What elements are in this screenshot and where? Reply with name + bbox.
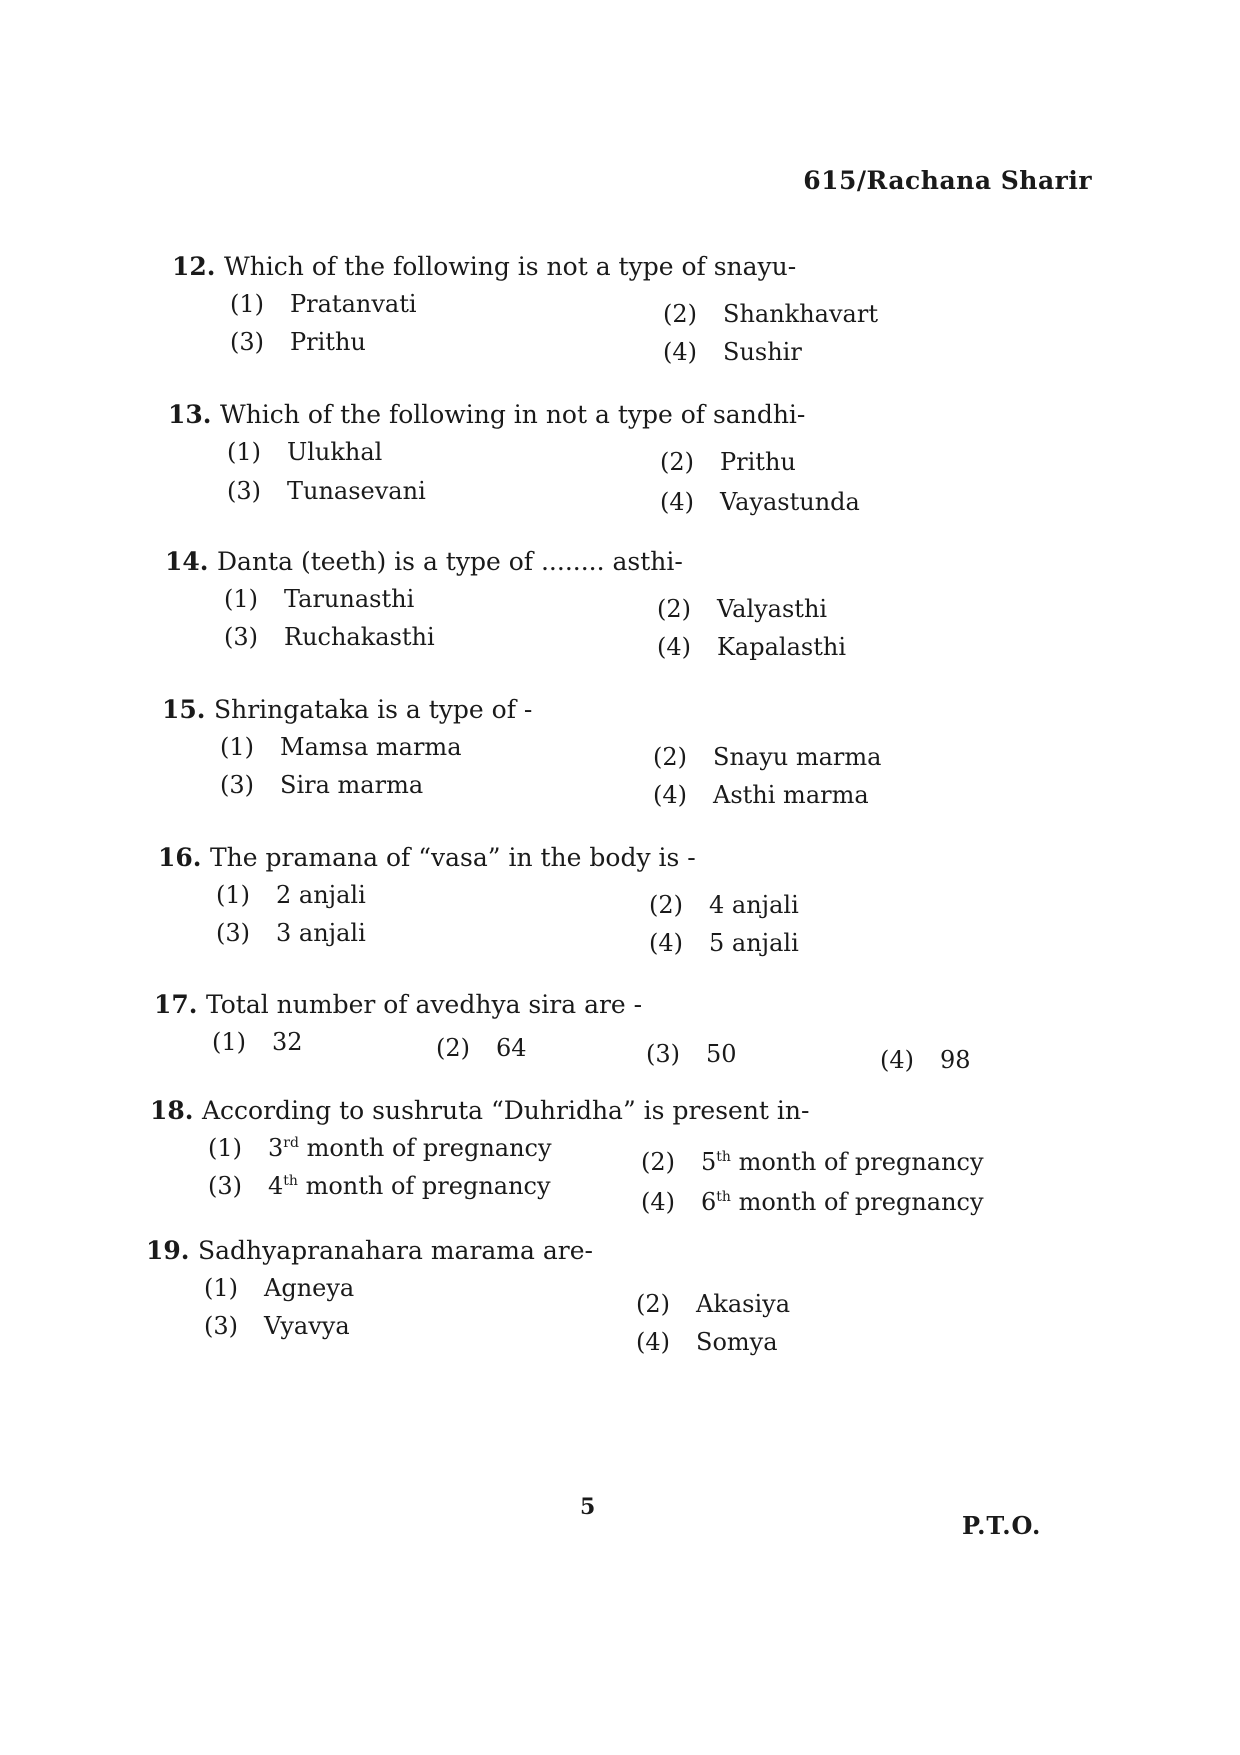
option-text: month of pregnancy [730,1188,984,1216]
option-3 [227,477,426,505]
option-number: (1) [208,1134,242,1162]
option-text: month of pregnancy [297,1172,551,1200]
ordinal-number: 3 [268,1134,284,1162]
question-stem: According to sushruta “Duhridha” is present in- [202,1096,810,1125]
option-text: Sira marma [280,771,424,799]
option-text: Tarunasthi [284,585,415,613]
ordinal-number: 5 [701,1148,717,1176]
question-text [150,1096,809,1125]
option-number: (2) [649,891,683,919]
option-number: (3) [230,328,264,356]
option-number: (3) [208,1172,242,1200]
option-number: (1) [216,881,250,909]
question-stem: Total number of avedhya sira are - [206,990,643,1019]
question-stem: Shringataka is a type of - [214,695,533,724]
option-1 [208,1134,552,1162]
ordinal-number: 4 [268,1172,284,1200]
option-text: 5 anjali [709,929,799,957]
option-1 [227,438,382,466]
question-number: 15. [162,695,206,724]
option-number: (2) [653,743,687,771]
option-4 [641,1188,984,1216]
ordinal-suffix: rd [283,1135,299,1151]
option-text: Vyavya [264,1312,350,1340]
option-number: (4) [663,338,697,366]
question-number: 16. [158,843,202,872]
option-4 [660,488,860,516]
option-text: 4 anjali [709,891,799,919]
option-number: (4) [880,1046,914,1074]
option-text: Snayu marma [713,743,882,771]
option-3 [208,1172,551,1200]
option-2 [649,891,799,919]
option-number: (3) [224,623,258,651]
option-text: Prithu [290,328,366,356]
option-text: Shankhavart [723,300,878,328]
option-text: Somya [696,1328,778,1356]
option-4 [636,1328,778,1356]
question-stem: The pramana of “vasa” in the body is - [210,843,696,872]
option-number: (2) [657,595,691,623]
question-text [154,990,642,1019]
option-4 [653,781,869,809]
ordinal-number: 6 [701,1188,717,1216]
option-number: (2) [436,1034,470,1062]
option-text: Prithu [720,448,796,476]
option-number: (4) [649,929,683,957]
option-text: Kapalasthi [717,633,846,661]
option-2 [663,300,878,328]
option-text: Akasiya [696,1290,791,1318]
option-number: (4) [636,1328,670,1356]
option-number: (3) [216,919,250,947]
question-number: 18. [150,1096,194,1125]
question-number: 19. [146,1236,190,1265]
option-number: (3) [204,1312,238,1340]
option-number: (1) [224,585,258,613]
pto-label: P.T.O. [962,1511,1042,1540]
question-number: 12. [172,252,216,281]
option-number: (2) [641,1148,675,1176]
option-number: (2) [663,300,697,328]
option-4 [663,338,802,366]
option-text: 32 [272,1028,303,1056]
option-4 [649,929,799,957]
option-2 [660,448,796,476]
option-2 [653,743,881,771]
option-1 [204,1274,354,1302]
option-4 [880,1046,971,1074]
option-text: Ulukhal [287,438,383,466]
option-2 [436,1034,527,1062]
option-text: Tunasevani [287,477,426,505]
ordinal-suffix: th [283,1173,298,1189]
option-text: Valyasthi [717,595,828,623]
question-stem: Which of the following in not a type of sandhi- [220,400,806,429]
option-text: Asthi marma [713,781,869,809]
option-3 [230,328,366,356]
question-number: 13. [168,400,212,429]
option-number: (1) [204,1274,238,1302]
option-text: month of pregnancy [730,1148,984,1176]
option-number: (4) [653,781,687,809]
ordinal-suffix: th [716,1189,731,1205]
option-number: (4) [641,1188,675,1216]
option-text: Agneya [264,1274,355,1302]
option-text: 2 anjali [276,881,366,909]
question-text [158,843,696,872]
question-text [168,400,805,429]
question-number: 14. [165,547,209,576]
option-3 [646,1040,737,1068]
option-3 [224,623,435,651]
option-3 [216,919,366,947]
option-text: 50 [706,1040,737,1068]
option-number: (2) [636,1290,670,1318]
question-text [162,695,532,724]
paper-code: 615/Rachana Sharir [803,166,1092,195]
option-1 [216,881,366,909]
question-number: 17. [154,990,198,1019]
page-number: 5 [580,1494,596,1520]
question-text [165,547,683,576]
option-text: 98 [940,1046,971,1074]
option-1 [220,733,462,761]
question-stem: Danta (teeth) is a type of ........ asthi- [217,547,683,576]
option-number: (4) [660,488,694,516]
option-number: (1) [220,733,254,761]
question-stem: Which of the following is not a type of snayu- [224,252,797,281]
option-2 [641,1148,984,1176]
option-text: Mamsa marma [280,733,462,761]
option-1 [230,290,417,318]
option-text: Sushir [723,338,802,366]
option-2 [657,595,827,623]
option-1 [224,585,414,613]
option-text: 64 [496,1034,527,1062]
question-stem: Sadhyapranahara marama are- [198,1236,593,1265]
option-4 [657,633,846,661]
option-3 [220,771,423,799]
ordinal-suffix: th [716,1149,731,1165]
option-number: (3) [227,477,261,505]
option-number: (2) [660,448,694,476]
option-number: (3) [220,771,254,799]
option-text: Vayastunda [720,488,860,516]
option-text: 3 anjali [276,919,366,947]
option-number: (3) [646,1040,680,1068]
option-3 [204,1312,350,1340]
option-2 [636,1290,790,1318]
option-number: (4) [657,633,691,661]
option-number: (1) [227,438,261,466]
option-text: month of pregnancy [298,1134,552,1162]
option-text: Ruchakasthi [284,623,435,651]
option-number: (1) [212,1028,246,1056]
option-1 [212,1028,303,1056]
option-number: (1) [230,290,264,318]
option-text: Pratanvati [290,290,417,318]
question-text [172,252,796,281]
question-text [146,1236,593,1265]
